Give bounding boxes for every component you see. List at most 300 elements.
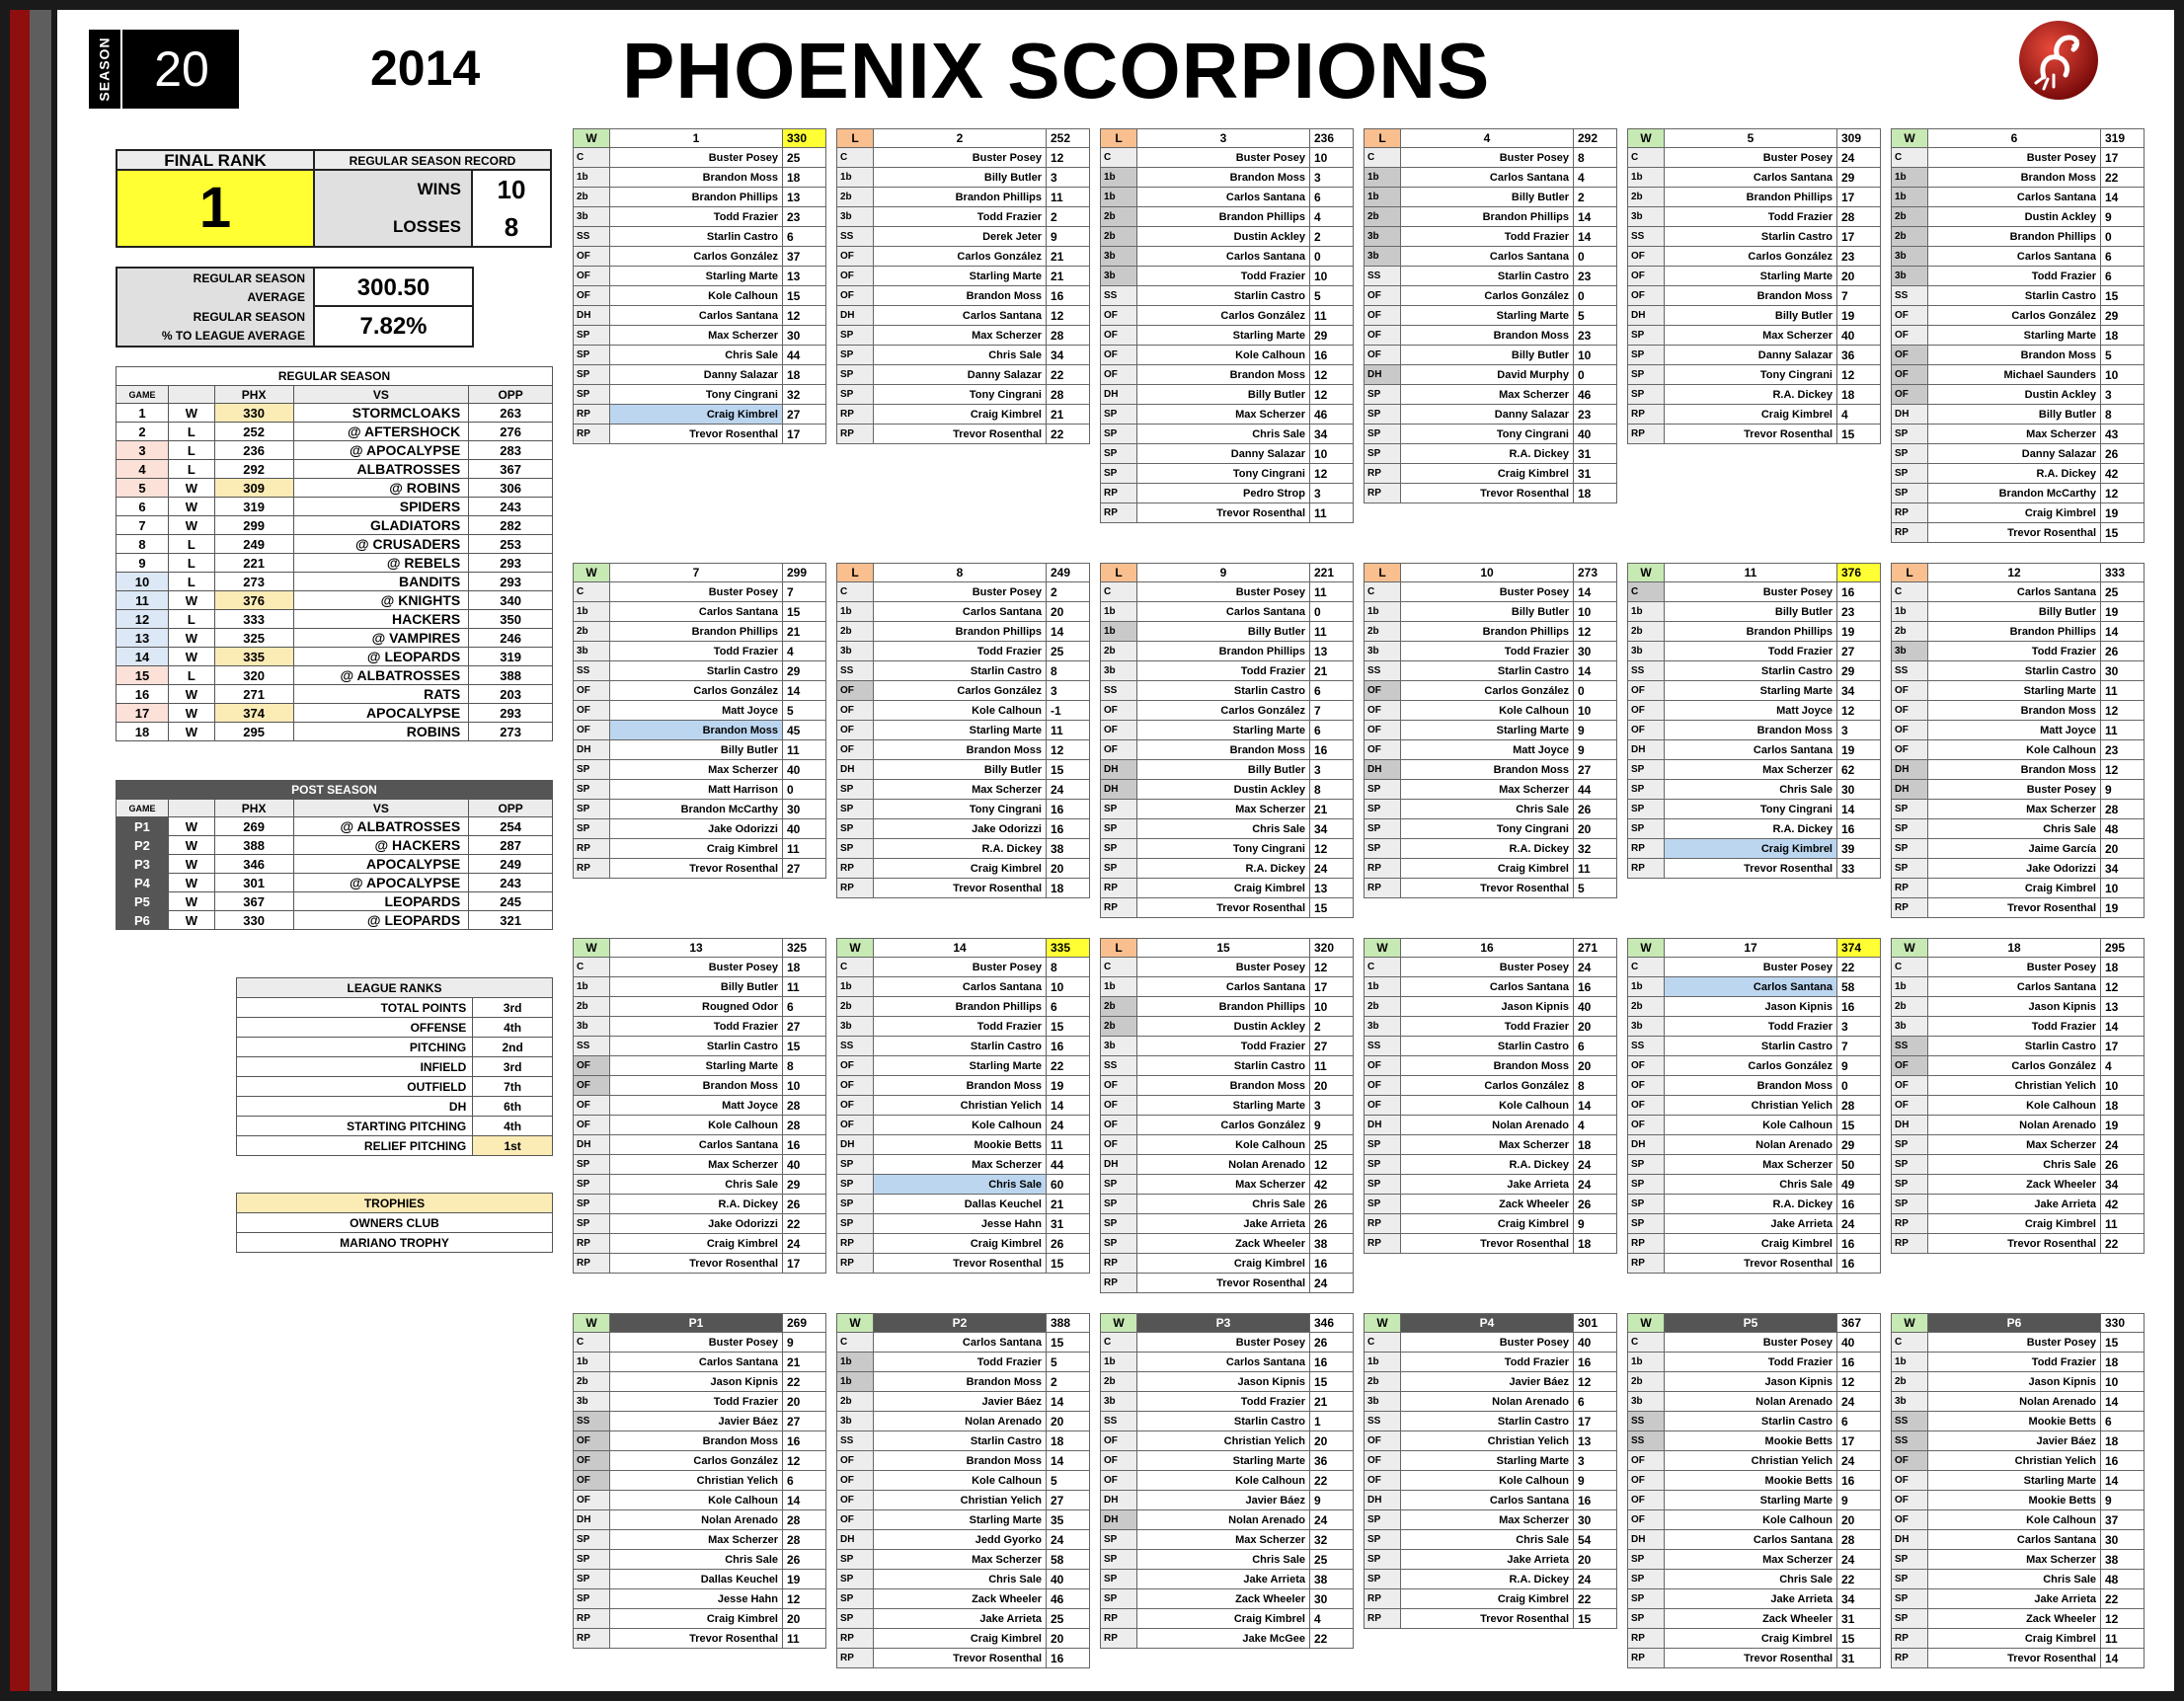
player-name: Brandon Phillips xyxy=(874,622,1047,642)
game-result: L xyxy=(168,460,214,479)
opponent: GLADIATORS xyxy=(293,516,469,535)
player-points: 24 xyxy=(1837,1550,1881,1570)
position: SP xyxy=(1365,1135,1401,1155)
position: OF xyxy=(1628,1510,1665,1530)
player-row xyxy=(1628,188,1881,207)
game-result: W xyxy=(168,648,214,666)
position: 1b xyxy=(1628,1353,1665,1372)
player-points: 30 xyxy=(783,800,826,819)
player-points: 38 xyxy=(1310,1234,1354,1254)
player-points: 30 xyxy=(2101,661,2145,681)
position: 1b xyxy=(1101,977,1137,997)
position: C xyxy=(1101,582,1137,602)
player-name: R.A. Dickey xyxy=(1665,385,1837,405)
player-row xyxy=(574,168,826,188)
game-result: W xyxy=(168,836,214,855)
player-row xyxy=(837,839,1090,859)
position: 1b xyxy=(574,1353,610,1372)
game-result: W xyxy=(574,564,610,582)
player-row xyxy=(1628,1195,1881,1214)
player-name: Brandon Moss xyxy=(874,1451,1047,1471)
player-name: Chris Sale xyxy=(874,1570,1047,1589)
player-points: 5 xyxy=(2101,346,2145,365)
player-row xyxy=(1365,977,1617,997)
player-points: 20 xyxy=(783,1609,826,1629)
game-result: W xyxy=(574,1314,610,1333)
player-row xyxy=(1628,1510,1881,1530)
position: SP xyxy=(1365,385,1401,405)
position: DH xyxy=(1892,780,1928,800)
player-points: 22 xyxy=(783,1214,826,1234)
opp-score: 203 xyxy=(469,685,553,704)
player-row xyxy=(837,681,1090,701)
position: SP xyxy=(1892,1175,1928,1195)
player-points: 13 xyxy=(783,188,826,207)
player-points: 27 xyxy=(783,405,826,425)
player-name: R.A. Dickey xyxy=(1401,444,1574,464)
position: 2b xyxy=(1365,207,1401,227)
game-header-row xyxy=(574,564,826,582)
player-points: 48 xyxy=(2101,1570,2145,1589)
player-row xyxy=(1101,879,1354,898)
game-number: 3 xyxy=(1137,129,1310,148)
player-name: Starling Marte xyxy=(610,267,783,286)
player-name: Trevor Rosenthal xyxy=(1401,1609,1574,1629)
player-name: Chris Sale xyxy=(1401,800,1574,819)
player-name: Craig Kimbrel xyxy=(874,859,1047,879)
game-result: W xyxy=(837,939,874,958)
player-name: Todd Frazier xyxy=(1665,642,1837,661)
game-box xyxy=(1627,128,1881,444)
game-table xyxy=(573,563,826,879)
player-points: 24 xyxy=(1837,1214,1881,1234)
position: 3b xyxy=(1365,642,1401,661)
player-points: 15 xyxy=(1574,1609,1617,1629)
player-points: 10 xyxy=(1310,444,1354,464)
player-name: Craig Kimbrel xyxy=(1401,464,1574,484)
player-points: 10 xyxy=(783,1076,826,1096)
player-name: Tony Cingrani xyxy=(1665,800,1837,819)
position: RP xyxy=(1628,839,1665,859)
position: OF xyxy=(574,286,610,306)
player-row xyxy=(1101,1392,1354,1412)
table-row xyxy=(237,1018,553,1038)
player-name: Brandon Moss xyxy=(1137,1076,1310,1096)
game-number: 10 xyxy=(1401,564,1574,582)
game-box xyxy=(1364,1313,1617,1629)
player-row xyxy=(1101,1096,1354,1116)
player-name: Jedd Gyorko xyxy=(874,1530,1047,1550)
player-points: 40 xyxy=(1574,997,1617,1017)
position: 1b xyxy=(1365,977,1401,997)
position: DH xyxy=(837,760,874,780)
player-row xyxy=(1892,1155,2145,1175)
game-result: W xyxy=(168,591,214,610)
player-name: Kole Calhoun xyxy=(1665,1116,1837,1135)
player-points: 27 xyxy=(783,859,826,879)
opponent: @ LEOPARDS xyxy=(293,911,469,930)
phx-score: 335 xyxy=(214,648,293,666)
player-points: 4 xyxy=(1574,168,1617,188)
avg-label-1: REGULAR SEASON xyxy=(193,271,305,285)
position: RP xyxy=(1365,1214,1401,1234)
frame-red-stripe xyxy=(10,10,30,1691)
player-row xyxy=(1365,879,1617,898)
average-box xyxy=(116,267,474,348)
player-row xyxy=(1628,168,1881,188)
player-name: Matt Joyce xyxy=(1928,721,2101,740)
player-name: Matt Joyce xyxy=(1401,740,1574,760)
player-row xyxy=(1628,1175,1881,1195)
opp-score: 254 xyxy=(469,817,553,836)
player-row xyxy=(1101,1431,1354,1451)
phx-score: 301 xyxy=(214,874,293,892)
player-points: 31 xyxy=(1837,1609,1881,1629)
game-total: 335 xyxy=(1047,939,1090,958)
player-points: 24 xyxy=(1574,1175,1617,1195)
player-row xyxy=(1892,1471,2145,1491)
player-name: Kole Calhoun xyxy=(610,286,783,306)
game-table xyxy=(1627,128,1881,444)
game-number: 11 xyxy=(1665,564,1837,582)
player-row xyxy=(1101,721,1354,740)
game-result: W xyxy=(574,129,610,148)
player-name: Buster Posey xyxy=(1928,958,2101,977)
player-row xyxy=(1892,1372,2145,1392)
position: OF xyxy=(1892,1510,1928,1530)
game-header-row xyxy=(1892,129,2145,148)
position: RP xyxy=(574,425,610,444)
position: SP xyxy=(837,1155,874,1175)
pct-row xyxy=(117,307,472,346)
game-table xyxy=(1100,128,1354,523)
game-result: L xyxy=(168,554,214,573)
phx-score: 292 xyxy=(214,460,293,479)
player-row xyxy=(574,977,826,997)
player-row xyxy=(1892,1037,2145,1056)
player-name: Danny Salazar xyxy=(1928,444,2101,464)
player-name: Buster Posey xyxy=(1137,148,1310,168)
player-name: Brandon Phillips xyxy=(874,997,1047,1017)
player-name: Starling Marte xyxy=(1137,1451,1310,1471)
player-name: Starlin Castro xyxy=(1665,661,1837,681)
game-result: W xyxy=(168,723,214,741)
table-row xyxy=(117,685,553,704)
player-row xyxy=(1101,1254,1354,1274)
player-points: 12 xyxy=(1047,148,1090,168)
player-points: 12 xyxy=(2101,760,2145,780)
player-name: David Murphy xyxy=(1401,365,1574,385)
player-points: -1 xyxy=(1047,701,1090,721)
trophies-table xyxy=(236,1193,553,1253)
position: RP xyxy=(1101,484,1137,503)
player-row xyxy=(1101,188,1354,207)
position: DH xyxy=(1365,1116,1401,1135)
game-result: W xyxy=(1365,939,1401,958)
player-name: Todd Frazier xyxy=(874,1017,1047,1037)
game-number: P6 xyxy=(1928,1314,2101,1333)
position: SP xyxy=(1892,859,1928,879)
position: SP xyxy=(574,326,610,346)
phx-score: 295 xyxy=(214,723,293,741)
player-points: 11 xyxy=(1047,188,1090,207)
player-row xyxy=(1892,188,2145,207)
player-name: Trevor Rosenthal xyxy=(1928,1234,2101,1254)
player-row xyxy=(574,346,826,365)
player-name: Matt Joyce xyxy=(1665,701,1837,721)
player-points: 23 xyxy=(1574,405,1617,425)
player-name: Carlos González xyxy=(1665,1056,1837,1076)
player-points: 16 xyxy=(1837,1195,1881,1214)
player-row xyxy=(837,1195,1090,1214)
player-points: 14 xyxy=(1574,227,1617,247)
position: C xyxy=(1628,148,1665,168)
player-row xyxy=(1365,1333,1617,1353)
player-row xyxy=(1892,1195,2145,1214)
game-number: 1 xyxy=(117,404,169,423)
player-row xyxy=(1365,168,1617,188)
player-row xyxy=(1365,1175,1617,1195)
game-number: 2 xyxy=(117,423,169,441)
position: RP xyxy=(574,859,610,879)
player-points: 42 xyxy=(2101,464,2145,484)
phx-score: 309 xyxy=(214,479,293,498)
position: OF xyxy=(1365,1076,1401,1096)
position: 2b xyxy=(1628,622,1665,642)
player-row xyxy=(574,1214,826,1234)
player-name: Trevor Rosenthal xyxy=(1401,1234,1574,1254)
player-row xyxy=(837,819,1090,839)
player-points: 18 xyxy=(1047,879,1090,898)
rank-value: 6th xyxy=(473,1097,553,1117)
player-row xyxy=(837,306,1090,326)
game-total: 271 xyxy=(1574,939,1617,958)
position: 2b xyxy=(574,997,610,1017)
player-row xyxy=(1628,1629,1881,1649)
player-points: 0 xyxy=(1574,365,1617,385)
player-name: Trevor Rosenthal xyxy=(1665,425,1837,444)
player-name: Christian Yelich xyxy=(1928,1076,2101,1096)
player-points: 8 xyxy=(1574,1076,1617,1096)
player-points: 16 xyxy=(1047,1649,1090,1668)
player-row xyxy=(574,1609,826,1629)
position: OF xyxy=(1892,1056,1928,1076)
player-points: 9 xyxy=(1837,1056,1881,1076)
game-box xyxy=(836,938,1090,1274)
opponent: APOCALYPSE xyxy=(293,704,469,723)
player-points: 26 xyxy=(783,1550,826,1570)
opponent: SPIDERS xyxy=(293,498,469,516)
player-points: 0 xyxy=(783,780,826,800)
player-name: Carlos Santana xyxy=(1928,582,2101,602)
position: 1b xyxy=(1101,602,1137,622)
player-name: Billy Butler xyxy=(1928,405,2101,425)
player-row xyxy=(1365,1471,1617,1491)
player-points: 7 xyxy=(1837,286,1881,306)
player-name: Todd Frazier xyxy=(1137,1392,1310,1412)
scorpion-logo-icon xyxy=(2014,16,2103,105)
position: DH xyxy=(1101,1155,1137,1175)
position: SS xyxy=(1101,681,1137,701)
player-name: Kole Calhoun xyxy=(874,701,1047,721)
game-total: 367 xyxy=(1837,1314,1881,1333)
player-row xyxy=(837,286,1090,306)
player-name: Brandon Moss xyxy=(610,1076,783,1096)
position: 3b xyxy=(1892,247,1928,267)
player-row xyxy=(837,1056,1090,1076)
player-row xyxy=(1101,1135,1354,1155)
player-row xyxy=(1365,1353,1617,1372)
game-total: 346 xyxy=(1310,1314,1354,1333)
position: SP xyxy=(1628,1175,1665,1195)
final-rank-label: FINAL RANK xyxy=(117,151,315,171)
player-row xyxy=(1628,1135,1881,1155)
position: 3b xyxy=(1892,1392,1928,1412)
player-name: Trevor Rosenthal xyxy=(610,425,783,444)
player-points: 27 xyxy=(1837,642,1881,661)
player-points: 15 xyxy=(783,1037,826,1056)
player-row xyxy=(574,326,826,346)
player-points: 44 xyxy=(1047,1155,1090,1175)
opp-score: 340 xyxy=(469,591,553,610)
player-row xyxy=(1892,326,2145,346)
player-name: Danny Salazar xyxy=(1137,444,1310,464)
player-name: Javier Báez xyxy=(1137,1491,1310,1510)
player-name: Buster Posey xyxy=(874,148,1047,168)
position: 3b xyxy=(1101,1037,1137,1056)
opp-score: 245 xyxy=(469,892,553,911)
player-points: 17 xyxy=(2101,1037,2145,1056)
position: SP xyxy=(1365,1195,1401,1214)
player-points: 21 xyxy=(1047,1195,1090,1214)
position: SP xyxy=(1365,405,1401,425)
phx-score: 319 xyxy=(214,498,293,516)
player-row xyxy=(1892,622,2145,642)
player-name: Jake Arrieta xyxy=(1928,1195,2101,1214)
position: SS xyxy=(1101,1412,1137,1431)
opp-score: 293 xyxy=(469,573,553,591)
player-row xyxy=(1365,1589,1617,1609)
player-points: 20 xyxy=(1837,1510,1881,1530)
player-row xyxy=(1892,1333,2145,1353)
player-name: Carlos González xyxy=(1401,681,1574,701)
player-row xyxy=(1101,1037,1354,1056)
player-points: 7 xyxy=(1837,1037,1881,1056)
player-row xyxy=(1892,1451,2145,1471)
player-row xyxy=(837,346,1090,365)
player-name: Jason Kipnis xyxy=(1665,997,1837,1017)
player-name: Brandon Moss xyxy=(874,286,1047,306)
player-name: Carlos Santana xyxy=(1137,602,1310,622)
player-points: 25 xyxy=(1047,642,1090,661)
player-points: 9 xyxy=(1574,1471,1617,1491)
table-title: LEAGUE RANKS xyxy=(237,978,553,998)
player-name: Starlin Castro xyxy=(1665,227,1837,247)
player-points: 28 xyxy=(1837,1530,1881,1550)
player-row xyxy=(1892,1649,2145,1668)
opp-score: 249 xyxy=(469,855,553,874)
opponent: @ ALBATROSSES xyxy=(293,666,469,685)
player-row xyxy=(574,207,826,227)
player-row xyxy=(1101,701,1354,721)
player-name: Buster Posey xyxy=(1665,148,1837,168)
player-name: Chris Sale xyxy=(1928,1570,2101,1589)
rank-value: 2nd xyxy=(473,1038,553,1057)
player-row xyxy=(1628,1491,1881,1510)
player-points: 14 xyxy=(2101,1392,2145,1412)
player-row xyxy=(1892,602,2145,622)
table-row xyxy=(117,441,553,460)
position: SP xyxy=(574,1550,610,1570)
player-name: Chris Sale xyxy=(874,346,1047,365)
player-row xyxy=(1365,1510,1617,1530)
position: 2b xyxy=(574,1372,610,1392)
player-row xyxy=(1365,1076,1617,1096)
player-row xyxy=(574,859,826,879)
player-name: Trevor Rosenthal xyxy=(1665,859,1837,879)
player-points: 11 xyxy=(783,1629,826,1649)
player-name: Brandon Moss xyxy=(1928,701,2101,721)
opp-score: 319 xyxy=(469,648,553,666)
player-points: 18 xyxy=(1574,1234,1617,1254)
game-box xyxy=(1627,1313,1881,1668)
game-box xyxy=(1364,563,1617,898)
opponent: @ VAMPIRES xyxy=(293,629,469,648)
game-table xyxy=(573,128,826,444)
position: RP xyxy=(574,1254,610,1274)
player-row xyxy=(1628,1155,1881,1175)
player-name: Starlin Castro xyxy=(1401,1412,1574,1431)
position: DH xyxy=(1101,1510,1137,1530)
table-title: REGULAR SEASON xyxy=(117,367,553,386)
position: DH xyxy=(1628,1530,1665,1550)
player-points: 15 xyxy=(2101,286,2145,306)
opponent: @ APOCALYPSE xyxy=(293,441,469,460)
player-points: 0 xyxy=(2101,227,2145,247)
game-table xyxy=(836,128,1090,444)
player-points: 16 xyxy=(2101,1451,2145,1471)
table-row xyxy=(117,516,553,535)
player-row xyxy=(1365,188,1617,207)
player-row xyxy=(574,1392,826,1412)
player-name: Max Scherzer xyxy=(1401,1510,1574,1530)
player-row xyxy=(1365,207,1617,227)
position: SS xyxy=(837,1431,874,1451)
player-points: 10 xyxy=(2101,1076,2145,1096)
player-name: Starling Marte xyxy=(1401,306,1574,326)
player-name: Carlos Santana xyxy=(610,1135,783,1155)
player-points: 11 xyxy=(1047,1135,1090,1155)
player-name: Jason Kipnis xyxy=(1928,997,2101,1017)
player-name: Jake Arrieta xyxy=(874,1609,1047,1629)
player-points: 14 xyxy=(1047,1096,1090,1116)
player-name: Dallas Keuchel xyxy=(874,1195,1047,1214)
player-points: 27 xyxy=(1047,1491,1090,1510)
player-points: 30 xyxy=(2101,1530,2145,1550)
game-number: 18 xyxy=(1928,939,2101,958)
player-points: 9 xyxy=(1310,1491,1354,1510)
player-name: Craig Kimbrel xyxy=(610,1234,783,1254)
player-points: 26 xyxy=(2101,444,2145,464)
position: SP xyxy=(1892,425,1928,444)
game-number: 4 xyxy=(117,460,169,479)
phx-score: 367 xyxy=(214,892,293,911)
player-points: 40 xyxy=(1047,1570,1090,1589)
player-row xyxy=(574,1234,826,1254)
player-name: Billy Butler xyxy=(1665,306,1837,326)
position: OF xyxy=(1892,326,1928,346)
player-points: 14 xyxy=(1047,1451,1090,1471)
